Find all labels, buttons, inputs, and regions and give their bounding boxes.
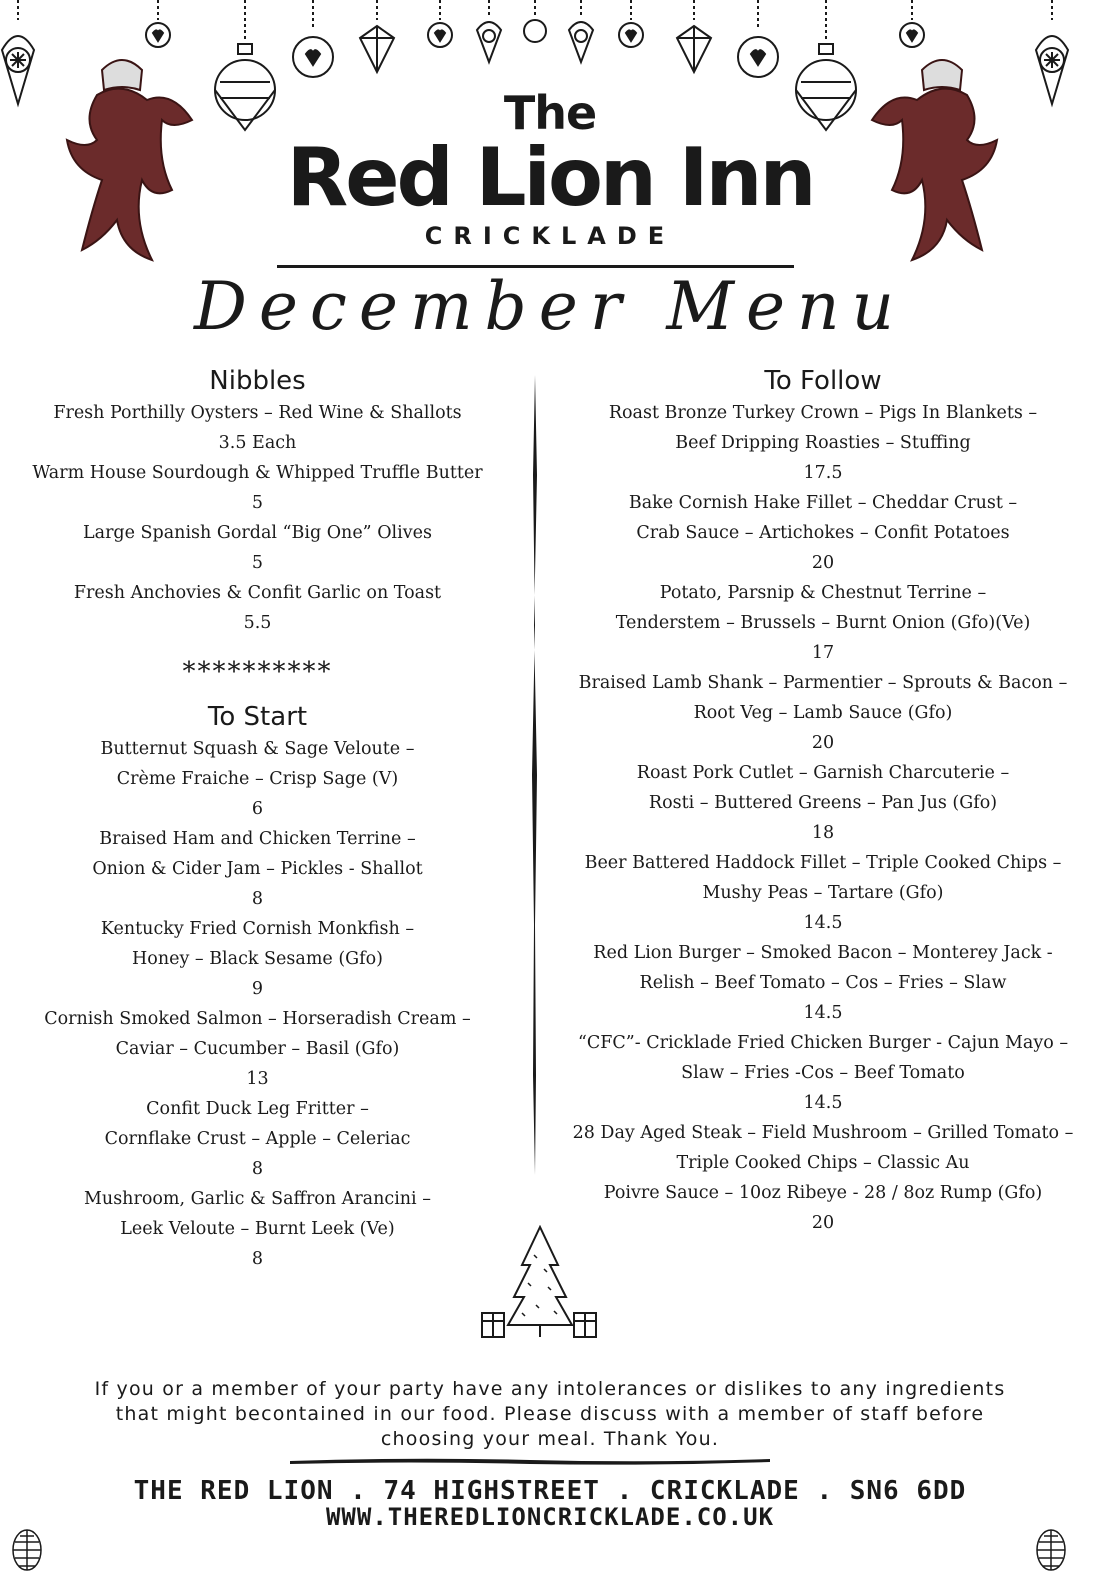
pinecone-icon [1032,1522,1070,1574]
menu-line: Onion & Cider Jam – Pickles - Shallot [92,859,423,879]
notice-line: that might becontained in our food. Please discuss with a member of staff before [115,1403,985,1425]
menu-line: Slaw – Fries -Cos – Beef Tomato [681,1063,965,1083]
menu-line: Roast Bronze Turkey Crown – Pigs In Blankets – [608,403,1038,423]
heart-bauble-icon [428,0,452,47]
menu-line: Kentucky Fried Cornish Monkfish – [100,919,415,939]
menu-line: 18 [811,823,835,843]
menu-line: Mushroom, Garlic & Saffron Arancini – [84,1189,431,1209]
menu-line: 13 [246,1069,269,1089]
menu-line: 17.5 [803,463,843,483]
menu-line: Cornish Smoked Salmon – Horseradish Cream – [44,1009,471,1029]
menu-line: 14.5 [803,913,843,933]
menu-line: Red Lion Burger – Smoked Bacon – Monterey Jack - [593,943,1053,963]
pinecone-icon [8,1522,46,1574]
menu-line: 5 [251,493,264,513]
menu-line: Root Veg – Lamb Sauce (Gfo) [693,703,953,723]
heart-bauble-icon [738,0,778,77]
snowflake-bauble-icon [477,0,501,62]
menu-line: Caviar – Cucumber – Basil (Gfo) [115,1039,400,1059]
menu-line: Roast Pork Cutlet – Garnish Charcuterie – [636,763,1010,783]
gift-icon [574,1313,596,1337]
brand-town: CRICKLADE [424,222,676,250]
menu-line: Relish – Beef Tomato – Cos – Fries – Slaw [639,973,1007,993]
menu-line: 28 Day Aged Steak – Field Mushroom – Grilled Tomato – [572,1123,1074,1143]
menu-line: Leek Veloute – Burnt Leek (Ve) [120,1219,395,1239]
crystal-ornament-icon [677,0,711,72]
snowflake-bauble-icon [569,0,593,62]
left-column [20,364,495,1274]
menu-line: Triple Cooked Chips – Classic Au [676,1153,970,1173]
menu-line: 5.5 [243,613,272,633]
menu-line: 14.5 [803,1093,843,1113]
menu-line: Rosti – Buttered Greens – Pan Jus (Gfo) [648,793,998,813]
menu-line: Mushy Peas – Tartare (Gfo) [702,883,944,903]
heart-bauble-icon [524,0,546,42]
menu-line: 5 [251,553,264,573]
menu-line: 20 [811,733,835,753]
menu-line: 6 [251,799,264,819]
menu-line: 20 [811,1213,835,1233]
menu-line: 9 [251,979,264,999]
heart-bauble-icon [146,0,170,47]
heart-bauble-icon [619,0,643,47]
menu-line: Braised Ham and Chicken Terrine – [99,829,416,849]
gift-icon [482,1313,504,1337]
menu-title: December Menu [193,268,907,345]
allergen-notice [40,1377,1060,1452]
section-heading-to-follow: To Follow [764,366,882,396]
menu-line: Fresh Anchovies & Confit Garlic on Toast [73,583,442,603]
menu-line: Warm House Sourdough & Whipped Truffle Butter [32,463,483,483]
right-column [568,364,1078,1238]
heart-bauble-icon [293,0,333,77]
column-divider [531,375,539,1175]
menu-line: Tenderstem – Brussels – Burnt Onion (Gfo)(Ve) [615,613,1031,633]
nibbles-list [20,398,495,638]
menu-line: Cornflake Crust – Apple – Celeriac [104,1129,411,1149]
menu-line: 14.5 [803,1003,843,1023]
menu-line: “CFC”- Cricklade Fried Chicken Burger - Cajun Mayo – [577,1033,1069,1053]
christmas-tree-icon [478,1225,602,1340]
section-heading-to-start: To Start [207,702,308,732]
menu-line: Butternut Squash & Sage Veloute – [100,739,415,759]
menu-line: Large Spanish Gordal “Big One” Olives [83,523,432,543]
brand-name: Red Lion Inn [286,131,814,224]
menu-line: Potato, Parsnip & Chestnut Terrine – [659,583,987,603]
menu-line: 17 [811,643,835,663]
menu-line: 3.5 Each [218,433,297,453]
menu-line: Crab Sauce – Artichokes – Confit Potatoes [636,523,1010,543]
notice-line: choosing your meal. Thank You. [380,1428,720,1450]
menu-line: Beer Battered Haddock Fillet – Triple Cooked Chips – [584,853,1062,873]
menu-line: 8 [251,1159,264,1179]
menu-line: Bake Cornish Hake Fillet – Cheddar Crust – [628,493,1018,513]
brand-the: The [503,86,597,140]
notice-line: If you or a member of your party have any intolerances or dislikes to any ingredients [94,1378,1006,1400]
menu-line: 8 [251,1249,264,1269]
menu-line: 20 [811,553,835,573]
menu-line: Poivre Sauce – 10oz Ribeye - 28 / 8oz Rump (Gfo) [603,1183,1043,1203]
menu-line: Crème Fraiche – Crisp Sage (V) [116,769,399,789]
menu-line: Fresh Porthilly Oysters – Red Wine & Shallots [53,403,462,423]
brush-divider [290,1455,770,1467]
menu-line: 8 [251,889,264,909]
section-separator: ********** [182,657,333,687]
starters-list [20,734,495,1274]
heart-bauble-icon [900,0,924,47]
menu-line: Beef Dripping Roasties – Stuffing [675,433,971,453]
menu-line: Confit Duck Leg Fritter – [146,1099,369,1119]
crystal-ornament-icon [360,0,394,72]
address: THE RED LION . 74 HIGHSTREET . CRICKLADE . SN6 6DD [133,1476,967,1506]
menu-line: Honey – Black Sesame (Gfo) [132,949,383,969]
section-heading-nibbles: Nibbles [209,366,306,396]
website-link[interactable]: WWW.THEREDLIONCRICKLADE.CO.UK [325,1503,775,1531]
mains-list [568,398,1078,1238]
menu-line: Braised Lamb Shank – Parmentier – Sprouts & Bacon – [578,673,1068,693]
